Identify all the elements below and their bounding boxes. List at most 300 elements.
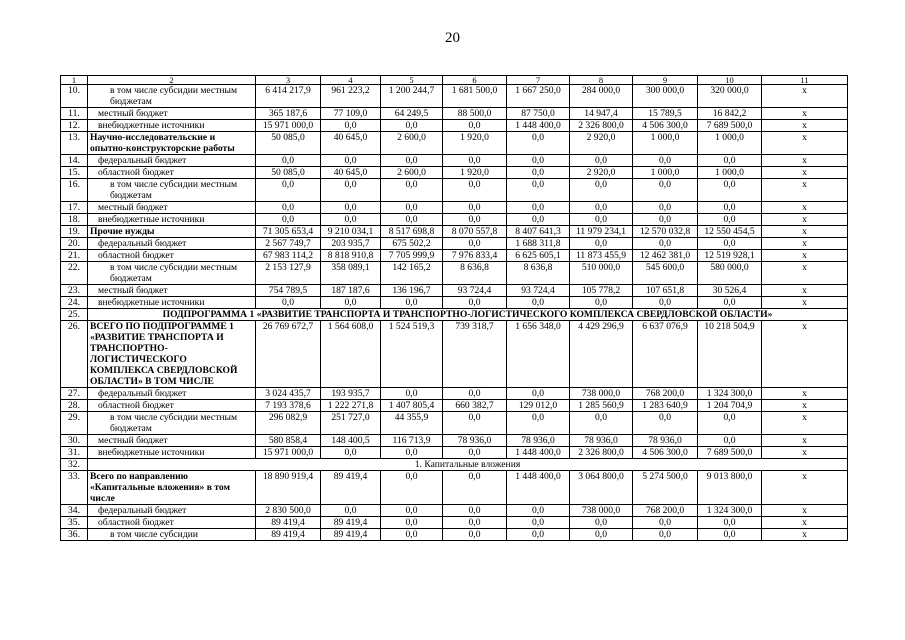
- table-row: [61, 321, 848, 388]
- header-cell: 5: [381, 76, 443, 85]
- value-cell: 50 085,0: [256, 132, 321, 155]
- value-cell: 0,0: [633, 214, 698, 226]
- value-cell: 107 651,8: [633, 285, 698, 297]
- value-cell: 64 249,5: [381, 108, 443, 120]
- value-cell: 0,0: [256, 202, 321, 214]
- value-cell: 89 419,4: [321, 471, 381, 505]
- value-cell: 89 419,4: [321, 529, 381, 541]
- value-cell: 2 920,0: [570, 132, 633, 155]
- value-cell: 8 818 910,8: [321, 250, 381, 262]
- value-cell: 15 971 000,0: [256, 120, 321, 132]
- value-cell: 738 000,0: [570, 388, 633, 400]
- row-number: 32.: [61, 459, 88, 471]
- row-number: 31.: [61, 447, 88, 459]
- value-cell: 0,0: [443, 297, 507, 309]
- value-cell: 8 070 557,8: [443, 226, 507, 238]
- row-number: 33.: [61, 471, 88, 505]
- value-cell: 89 419,4: [321, 517, 381, 529]
- value-cell: 8 636,8: [507, 262, 570, 285]
- value-cell: 0,0: [570, 412, 633, 435]
- row-label: федеральный бюджет: [88, 505, 256, 517]
- table-row: [61, 120, 848, 132]
- value-cell: 148 400,5: [321, 435, 381, 447]
- value-cell: 7 689 500,0: [698, 120, 762, 132]
- target-ref-cell: x: [762, 321, 848, 388]
- target-ref-cell: x: [762, 179, 848, 202]
- table-row: [61, 412, 848, 435]
- table-row: [61, 262, 848, 285]
- value-cell: 18 890 919,4: [256, 471, 321, 505]
- value-cell: 0,0: [698, 238, 762, 250]
- value-cell: 0,0: [321, 202, 381, 214]
- target-ref-cell: x: [762, 250, 848, 262]
- value-cell: 0,0: [698, 202, 762, 214]
- value-cell: 1 222 271,8: [321, 400, 381, 412]
- value-cell: 0,0: [570, 179, 633, 202]
- value-cell: 0,0: [507, 517, 570, 529]
- value-cell: 11 979 234,1: [570, 226, 633, 238]
- value-cell: 0,0: [443, 517, 507, 529]
- row-label: областной бюджет: [88, 517, 256, 529]
- value-cell: 0,0: [507, 202, 570, 214]
- value-cell: 77 109,0: [321, 108, 381, 120]
- row-number: 28.: [61, 400, 88, 412]
- target-ref-cell: x: [762, 517, 848, 529]
- target-ref-cell: x: [762, 132, 848, 155]
- value-cell: 0,0: [381, 471, 443, 505]
- value-cell: 0,0: [570, 214, 633, 226]
- target-ref-cell: x: [762, 447, 848, 459]
- target-ref-cell: x: [762, 108, 848, 120]
- value-cell: 2 830 500,0: [256, 505, 321, 517]
- value-cell: 1 920,0: [443, 132, 507, 155]
- value-cell: 50 085,0: [256, 167, 321, 179]
- value-cell: 0,0: [381, 202, 443, 214]
- value-cell: 0,0: [698, 214, 762, 226]
- row-number: 27.: [61, 388, 88, 400]
- value-cell: 9 210 034,1: [321, 226, 381, 238]
- value-cell: 580 000,0: [698, 262, 762, 285]
- value-cell: 30 526,4: [698, 285, 762, 297]
- value-cell: 7 705 999,9: [381, 250, 443, 262]
- table-row: [61, 400, 848, 412]
- value-cell: 44 355,9: [381, 412, 443, 435]
- value-cell: 0,0: [698, 297, 762, 309]
- value-cell: 0,0: [633, 517, 698, 529]
- header-cell: 9: [633, 76, 698, 85]
- row-number: 30.: [61, 435, 88, 447]
- value-cell: 358 089,1: [321, 262, 381, 285]
- value-cell: 71 305 653,4: [256, 226, 321, 238]
- value-cell: 0,0: [321, 155, 381, 167]
- header-cell: 7: [507, 76, 570, 85]
- value-cell: 8 636,8: [443, 262, 507, 285]
- value-cell: 1 920,0: [443, 167, 507, 179]
- row-number: 34.: [61, 505, 88, 517]
- target-ref-cell: x: [762, 120, 848, 132]
- value-cell: 0,0: [381, 517, 443, 529]
- value-cell: 0,0: [507, 297, 570, 309]
- value-cell: 0,0: [633, 179, 698, 202]
- value-cell: 2 600,0: [381, 167, 443, 179]
- value-cell: 0,0: [321, 505, 381, 517]
- value-cell: 0,0: [443, 179, 507, 202]
- row-number: 17.: [61, 202, 88, 214]
- value-cell: 0,0: [507, 155, 570, 167]
- value-cell: 1 000,0: [698, 167, 762, 179]
- value-cell: 4 506 300,0: [633, 447, 698, 459]
- value-cell: 78 936,0: [507, 435, 570, 447]
- row-label: федеральный бюджет: [88, 155, 256, 167]
- value-cell: 0,0: [381, 505, 443, 517]
- target-ref-cell: x: [762, 226, 848, 238]
- value-cell: 0,0: [633, 202, 698, 214]
- row-number: 19.: [61, 226, 88, 238]
- value-cell: 89 419,4: [256, 529, 321, 541]
- value-cell: 0,0: [570, 155, 633, 167]
- value-cell: 0,0: [570, 297, 633, 309]
- value-cell: 1 681 500,0: [443, 85, 507, 108]
- value-cell: 6 414 217,9: [256, 85, 321, 108]
- value-cell: 116 713,9: [381, 435, 443, 447]
- value-cell: 88 500,0: [443, 108, 507, 120]
- target-ref-cell: x: [762, 388, 848, 400]
- value-cell: 89 419,4: [256, 517, 321, 529]
- row-label: федеральный бюджет: [88, 238, 256, 250]
- value-cell: 545 600,0: [633, 262, 698, 285]
- value-cell: 2 153 127,9: [256, 262, 321, 285]
- value-cell: 2 567 749,7: [256, 238, 321, 250]
- value-cell: 768 200,0: [633, 388, 698, 400]
- value-cell: 0,0: [633, 297, 698, 309]
- value-cell: 0,0: [507, 214, 570, 226]
- table-row: [61, 108, 848, 120]
- value-cell: 4 429 296,9: [570, 321, 633, 388]
- section-row: [61, 309, 848, 321]
- row-number: 15.: [61, 167, 88, 179]
- value-cell: 15 971 000,0: [256, 447, 321, 459]
- value-cell: 78 936,0: [570, 435, 633, 447]
- table-row: [61, 529, 848, 541]
- value-cell: 660 382,7: [443, 400, 507, 412]
- value-cell: 1 448 400,0: [507, 471, 570, 505]
- value-cell: 510 000,0: [570, 262, 633, 285]
- target-ref-cell: x: [762, 471, 848, 505]
- value-cell: 16 842,2: [698, 108, 762, 120]
- row-number: 29.: [61, 412, 88, 435]
- row-label: местный бюджет: [88, 108, 256, 120]
- value-cell: 768 200,0: [633, 505, 698, 517]
- value-cell: 738 000,0: [570, 505, 633, 517]
- row-label: Всего по направлению «Капитальные вложения» в том числе: [88, 471, 256, 505]
- value-cell: 0,0: [698, 412, 762, 435]
- row-number: 14.: [61, 155, 88, 167]
- value-cell: 0,0: [570, 202, 633, 214]
- row-number: 36.: [61, 529, 88, 541]
- value-cell: 1 448 400,0: [507, 120, 570, 132]
- header-cell: 6: [443, 76, 507, 85]
- value-cell: 320 000,0: [698, 85, 762, 108]
- section-title: ПОДПРОГРАММА 1 «РАЗВИТИЕ ТРАНСПОРТА И ТРАНСПОРТНО-ЛОГИСТИЧЕСКОГО КОМПЛЕКСА СВЕРДЛОВСКОЙ ОБЛАСТИ»: [88, 309, 848, 321]
- target-ref-cell: x: [762, 412, 848, 435]
- value-cell: 6 637 076,9: [633, 321, 698, 388]
- table-row: [61, 155, 848, 167]
- value-cell: 2 326 800,0: [570, 447, 633, 459]
- row-label: внебюджетные источники: [88, 297, 256, 309]
- row-number: 11.: [61, 108, 88, 120]
- table-row: [61, 505, 848, 517]
- value-cell: 0,0: [321, 214, 381, 226]
- value-cell: 0,0: [633, 238, 698, 250]
- table-row: [61, 297, 848, 309]
- table-row: [61, 447, 848, 459]
- value-cell: 1 283 640,9: [633, 400, 698, 412]
- value-cell: 0,0: [443, 471, 507, 505]
- value-cell: 675 502,2: [381, 238, 443, 250]
- value-cell: 4 506 300,0: [633, 120, 698, 132]
- value-cell: 0,0: [381, 297, 443, 309]
- value-cell: 2 920,0: [570, 167, 633, 179]
- value-cell: 0,0: [443, 388, 507, 400]
- table-row: [61, 471, 848, 505]
- value-cell: 0,0: [321, 447, 381, 459]
- target-ref-cell: x: [762, 529, 848, 541]
- value-cell: 1 324 300,0: [698, 505, 762, 517]
- row-label: в том числе субсидии местным бюджетам: [88, 262, 256, 285]
- header-row: [61, 76, 848, 85]
- value-cell: 0,0: [321, 297, 381, 309]
- value-cell: 12 519 928,1: [698, 250, 762, 262]
- value-cell: 136 196,7: [381, 285, 443, 297]
- value-cell: 0,0: [507, 179, 570, 202]
- value-cell: 754 789,5: [256, 285, 321, 297]
- row-label: областной бюджет: [88, 167, 256, 179]
- value-cell: 0,0: [321, 120, 381, 132]
- row-number: 16.: [61, 179, 88, 202]
- target-ref-cell: x: [762, 400, 848, 412]
- value-cell: 10 218 504,9: [698, 321, 762, 388]
- value-cell: 0,0: [443, 529, 507, 541]
- value-cell: 12 570 032,8: [633, 226, 698, 238]
- value-cell: 0,0: [507, 412, 570, 435]
- value-cell: 0,0: [633, 529, 698, 541]
- value-cell: 0,0: [443, 120, 507, 132]
- value-cell: 9 013 800,0: [698, 471, 762, 505]
- value-cell: 1 000,0: [633, 132, 698, 155]
- value-cell: 0,0: [381, 214, 443, 226]
- value-cell: 0,0: [698, 435, 762, 447]
- value-cell: 7 193 378,6: [256, 400, 321, 412]
- row-label: в том числе субсидии: [88, 529, 256, 541]
- value-cell: 26 769 672,7: [256, 321, 321, 388]
- table-row: [61, 132, 848, 155]
- header-cell: 3: [256, 76, 321, 85]
- value-cell: 14 947,4: [570, 108, 633, 120]
- row-number: 26.: [61, 321, 88, 388]
- value-cell: 0,0: [381, 447, 443, 459]
- table-row: [61, 517, 848, 529]
- value-cell: 0,0: [698, 155, 762, 167]
- value-cell: 0,0: [256, 179, 321, 202]
- value-cell: 0,0: [570, 529, 633, 541]
- value-cell: 0,0: [381, 120, 443, 132]
- value-cell: 0,0: [443, 447, 507, 459]
- target-ref-cell: x: [762, 238, 848, 250]
- target-ref-cell: x: [762, 155, 848, 167]
- value-cell: 0,0: [698, 179, 762, 202]
- value-cell: 129 012,0: [507, 400, 570, 412]
- value-cell: 1 656 348,0: [507, 321, 570, 388]
- value-cell: 187 187,6: [321, 285, 381, 297]
- value-cell: 3 024 435,7: [256, 388, 321, 400]
- value-cell: 7 689 500,0: [698, 447, 762, 459]
- value-cell: 0,0: [570, 238, 633, 250]
- target-ref-cell: x: [762, 297, 848, 309]
- page-number: 20: [445, 30, 460, 46]
- value-cell: 0,0: [507, 132, 570, 155]
- value-cell: 0,0: [321, 179, 381, 202]
- value-cell: 1 448 400,0: [507, 447, 570, 459]
- value-cell: 0,0: [443, 202, 507, 214]
- value-cell: 0,0: [381, 388, 443, 400]
- value-cell: 1 564 608,0: [321, 321, 381, 388]
- value-cell: 0,0: [256, 214, 321, 226]
- row-label: в том числе субсидии местным бюджетам: [88, 85, 256, 108]
- value-cell: 78 936,0: [443, 435, 507, 447]
- value-cell: 961 223,2: [321, 85, 381, 108]
- row-label: областной бюджет: [88, 400, 256, 412]
- value-cell: 296 082,9: [256, 412, 321, 435]
- value-cell: 12 550 454,5: [698, 226, 762, 238]
- table-row: [61, 250, 848, 262]
- value-cell: 12 462 381,0: [633, 250, 698, 262]
- value-cell: 1 200 244,7: [381, 85, 443, 108]
- row-label: внебюджетные источники: [88, 214, 256, 226]
- value-cell: 580 858,4: [256, 435, 321, 447]
- value-cell: 1 524 519,3: [381, 321, 443, 388]
- row-number: 21.: [61, 250, 88, 262]
- value-cell: 78 936,0: [633, 435, 698, 447]
- value-cell: 193 935,7: [321, 388, 381, 400]
- header-cell: 2: [88, 76, 256, 85]
- value-cell: 15 789,5: [633, 108, 698, 120]
- target-ref-cell: x: [762, 85, 848, 108]
- header-cell: 11: [762, 76, 848, 85]
- table-row: [61, 214, 848, 226]
- row-number: 20.: [61, 238, 88, 250]
- header-cell: 10: [698, 76, 762, 85]
- value-cell: 11 873 455,9: [570, 250, 633, 262]
- value-cell: 0,0: [381, 179, 443, 202]
- value-cell: 365 187,6: [256, 108, 321, 120]
- value-cell: 0,0: [256, 297, 321, 309]
- table-row: [61, 226, 848, 238]
- value-cell: 93 724,4: [443, 285, 507, 297]
- value-cell: 93 724,4: [507, 285, 570, 297]
- value-cell: 739 318,7: [443, 321, 507, 388]
- row-number: 22.: [61, 262, 88, 285]
- value-cell: 1 204 704,9: [698, 400, 762, 412]
- value-cell: 6 625 605,1: [507, 250, 570, 262]
- target-ref-cell: x: [762, 262, 848, 285]
- value-cell: 0,0: [507, 167, 570, 179]
- value-cell: 203 935,7: [321, 238, 381, 250]
- value-cell: 0,0: [507, 388, 570, 400]
- row-label: Научно-исследовательские и опытно-конструкторские работы: [88, 132, 256, 155]
- value-cell: 1 324 300,0: [698, 388, 762, 400]
- value-cell: 284 000,0: [570, 85, 633, 108]
- value-cell: 0,0: [443, 238, 507, 250]
- target-ref-cell: x: [762, 285, 848, 297]
- value-cell: 105 778,2: [570, 285, 633, 297]
- value-cell: 0,0: [443, 214, 507, 226]
- target-ref-cell: x: [762, 167, 848, 179]
- table-row: [61, 202, 848, 214]
- row-number: 12.: [61, 120, 88, 132]
- row-label: местный бюджет: [88, 435, 256, 447]
- section-row: [61, 459, 848, 471]
- value-cell: 0,0: [256, 155, 321, 167]
- value-cell: 0,0: [381, 155, 443, 167]
- value-cell: 7 976 833,4: [443, 250, 507, 262]
- row-label: внебюджетные источники: [88, 447, 256, 459]
- row-label: в том числе субсидии местным бюджетам: [88, 412, 256, 435]
- value-cell: 3 064 800,0: [570, 471, 633, 505]
- target-ref-cell: x: [762, 505, 848, 517]
- row-label: местный бюджет: [88, 202, 256, 214]
- value-cell: 5 274 500,0: [633, 471, 698, 505]
- row-label: внебюджетные источники: [88, 120, 256, 132]
- value-cell: 0,0: [698, 517, 762, 529]
- value-cell: 0,0: [443, 505, 507, 517]
- value-cell: 2 326 800,0: [570, 120, 633, 132]
- header-cell: 1: [61, 76, 88, 85]
- row-number: 10.: [61, 85, 88, 108]
- row-label: в том числе субсидии местным бюджетам: [88, 179, 256, 202]
- value-cell: 87 750,0: [507, 108, 570, 120]
- row-number: 13.: [61, 132, 88, 155]
- value-cell: 0,0: [443, 412, 507, 435]
- row-label: Прочие нужды: [88, 226, 256, 238]
- value-cell: 8 517 698,8: [381, 226, 443, 238]
- section-title: 1. Капитальные вложения: [88, 459, 848, 471]
- value-cell: 40 645,0: [321, 132, 381, 155]
- table-row: [61, 435, 848, 447]
- row-number: 35.: [61, 517, 88, 529]
- row-number: 25.: [61, 309, 88, 321]
- row-label: ВСЕГО ПО ПОДПРОГРАММЕ 1 «РАЗВИТИЕ ТРАНСПОРТА И ТРАНСПОРТНО-ЛОГИСТИЧЕСКОГО КОМПЛЕКСА СВЕРДЛОВСКОЙ ОБЛАСТИ» В ТОМ ЧИСЛЕ: [88, 321, 256, 388]
- row-label: местный бюджет: [88, 285, 256, 297]
- value-cell: 1 688 311,8: [507, 238, 570, 250]
- value-cell: 0,0: [633, 155, 698, 167]
- target-ref-cell: x: [762, 214, 848, 226]
- value-cell: 1 407 805,4: [381, 400, 443, 412]
- value-cell: 8 407 641,3: [507, 226, 570, 238]
- target-ref-cell: x: [762, 202, 848, 214]
- value-cell: 40 645,0: [321, 167, 381, 179]
- row-label: областной бюджет: [88, 250, 256, 262]
- header-cell: 8: [570, 76, 633, 85]
- row-number: 18.: [61, 214, 88, 226]
- header-cell: 4: [321, 76, 381, 85]
- value-cell: 1 000,0: [633, 167, 698, 179]
- value-cell: 0,0: [507, 505, 570, 517]
- row-number: 23.: [61, 285, 88, 297]
- value-cell: 1 667 250,0: [507, 85, 570, 108]
- value-cell: 67 983 114,2: [256, 250, 321, 262]
- value-cell: 1 000,0: [698, 132, 762, 155]
- value-cell: 251 727,0: [321, 412, 381, 435]
